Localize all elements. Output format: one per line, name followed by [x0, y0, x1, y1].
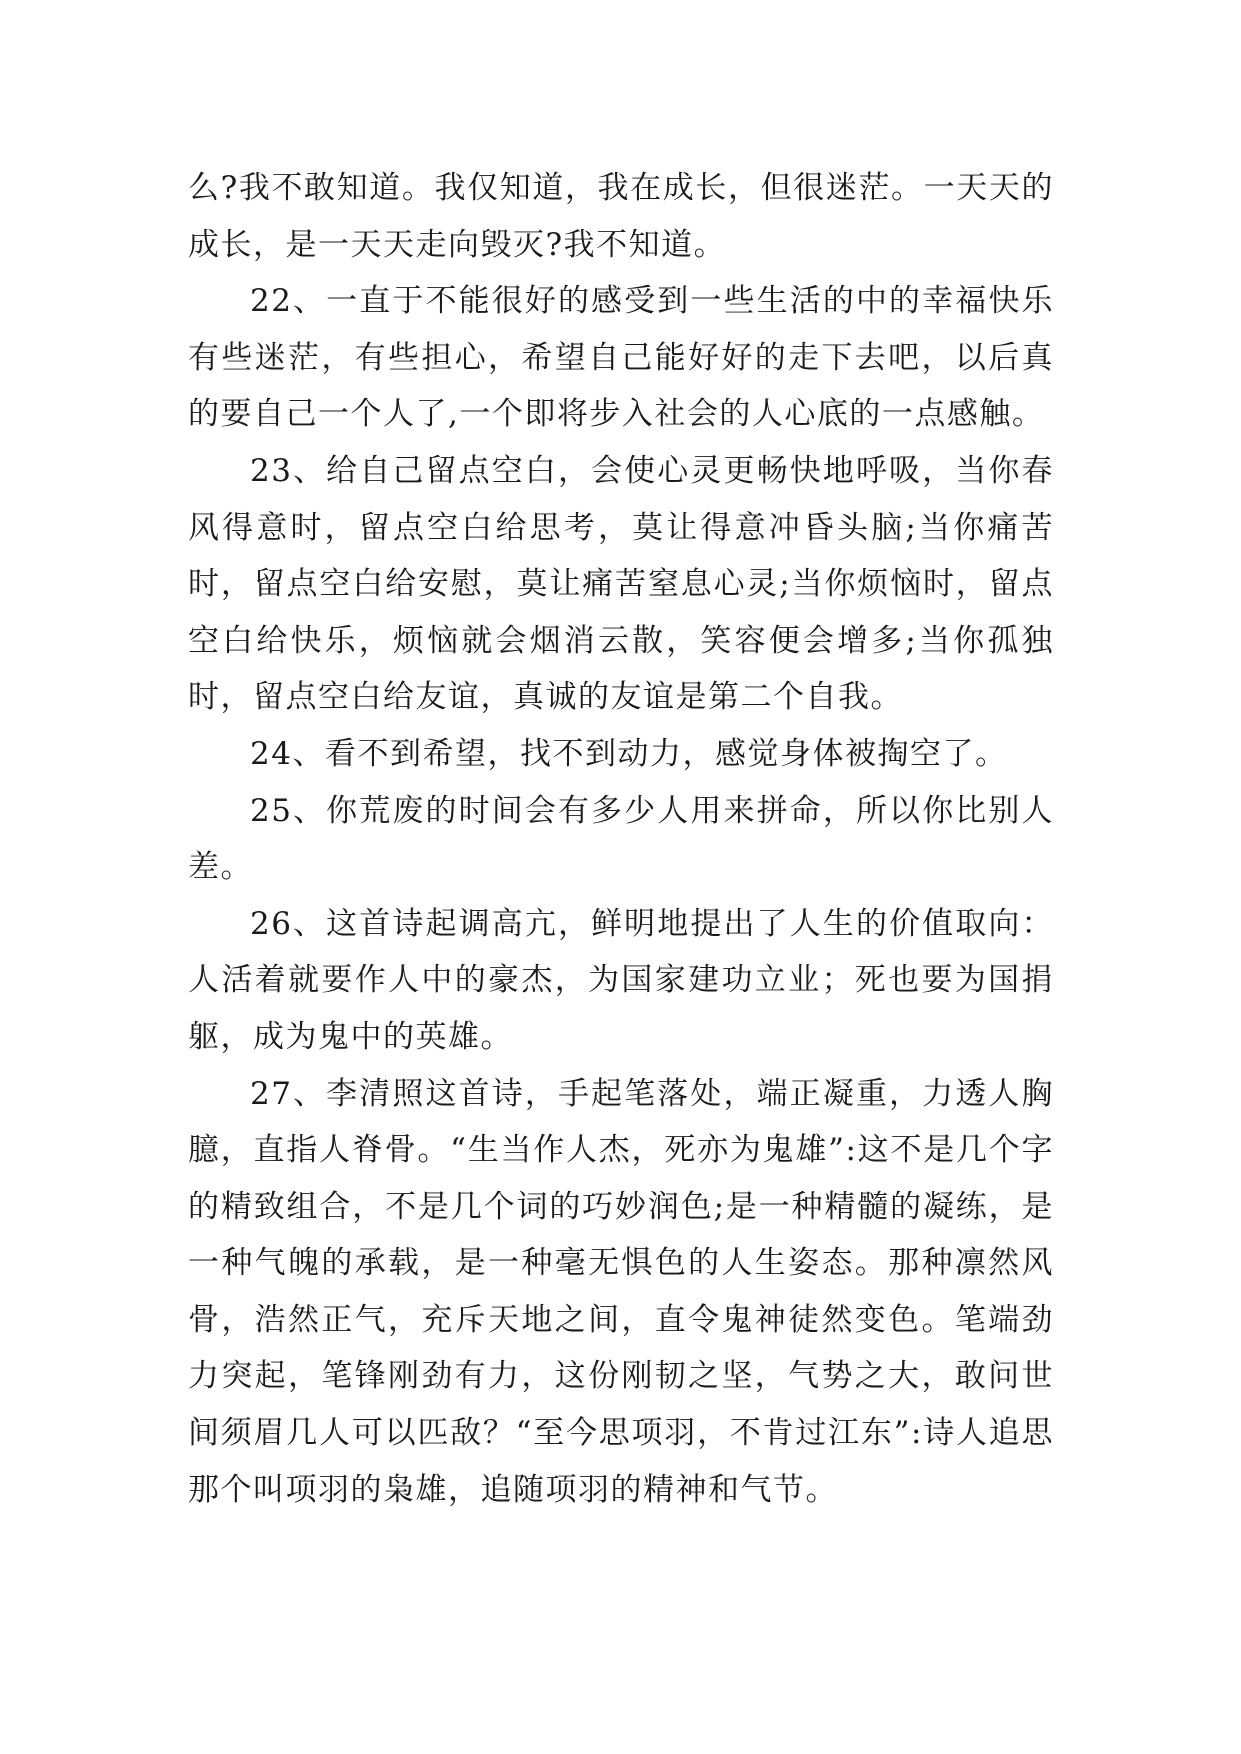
paragraph-22: 22、一直于不能很好的感受到一些生活的中的幸福快乐有些迷茫，有些担心，希望自己能好好的走下去吧，以后真的要自己一个人了,一个即将步入社会的人心底的一点感触。	[188, 283, 1054, 433]
paragraph-continuation: 么?我不敢知道。我仅知道，我在成长，但很迷茫。一天天的成长，是一天天走向毁灭?我不知道。	[188, 170, 1054, 263]
paragraph-26: 26、这首诗起调高亢，鲜明地提出了人生的价值取向：人活着就要作人中的豪杰，为国家建功立业；死也要为国捐躯，成为鬼中的英雄。	[188, 905, 1054, 1055]
paragraph-23: 23、给自己留点空白，会使心灵更畅快地呼吸，当你春风得意时，留点空白给思考，莫让得意冲昏头脑;当你痛苦时，留点空白给安慰，莫让痛苦窒息心灵;当你烦恼时，留点空白给快乐，烦恼就会烟消云散，笑容便会增多;当你孤独时，留点空白给友谊，真诚的友谊是第二个自我。	[188, 452, 1054, 716]
paragraph-27: 27、李清照这首诗，手起笔落处，端正凝重，力透人胸臆，直指人脊骨。“生当作人杰，死亦为鬼雄”:这不是几个字的精致组合，不是几个词的巧妙润色;是一种精髓的凝练，是一种气魄的承载，是一种毫无惧色的人生姿态。那种凛然风骨，浩然正气，充斥天地之间，直令鬼神徒然变色。笔端劲力突起，笔锋刚劲有力，这份刚韧之坚，气势之大，敢问世间须眉几人可以匹敌？“至今思项羽，不肯过江东”:诗人追思那个叫项羽的枭雄，追随项羽的精神和气节。	[188, 1075, 1054, 1508]
paragraph-24: 24、看不到希望，找不到动力，感觉身体被掏空了。	[250, 735, 1008, 772]
document-body	[188, 160, 1054, 1518]
paragraph-25: 25、你荒废的时间会有多少人用来拼命，所以你比别人差。	[188, 792, 1054, 886]
